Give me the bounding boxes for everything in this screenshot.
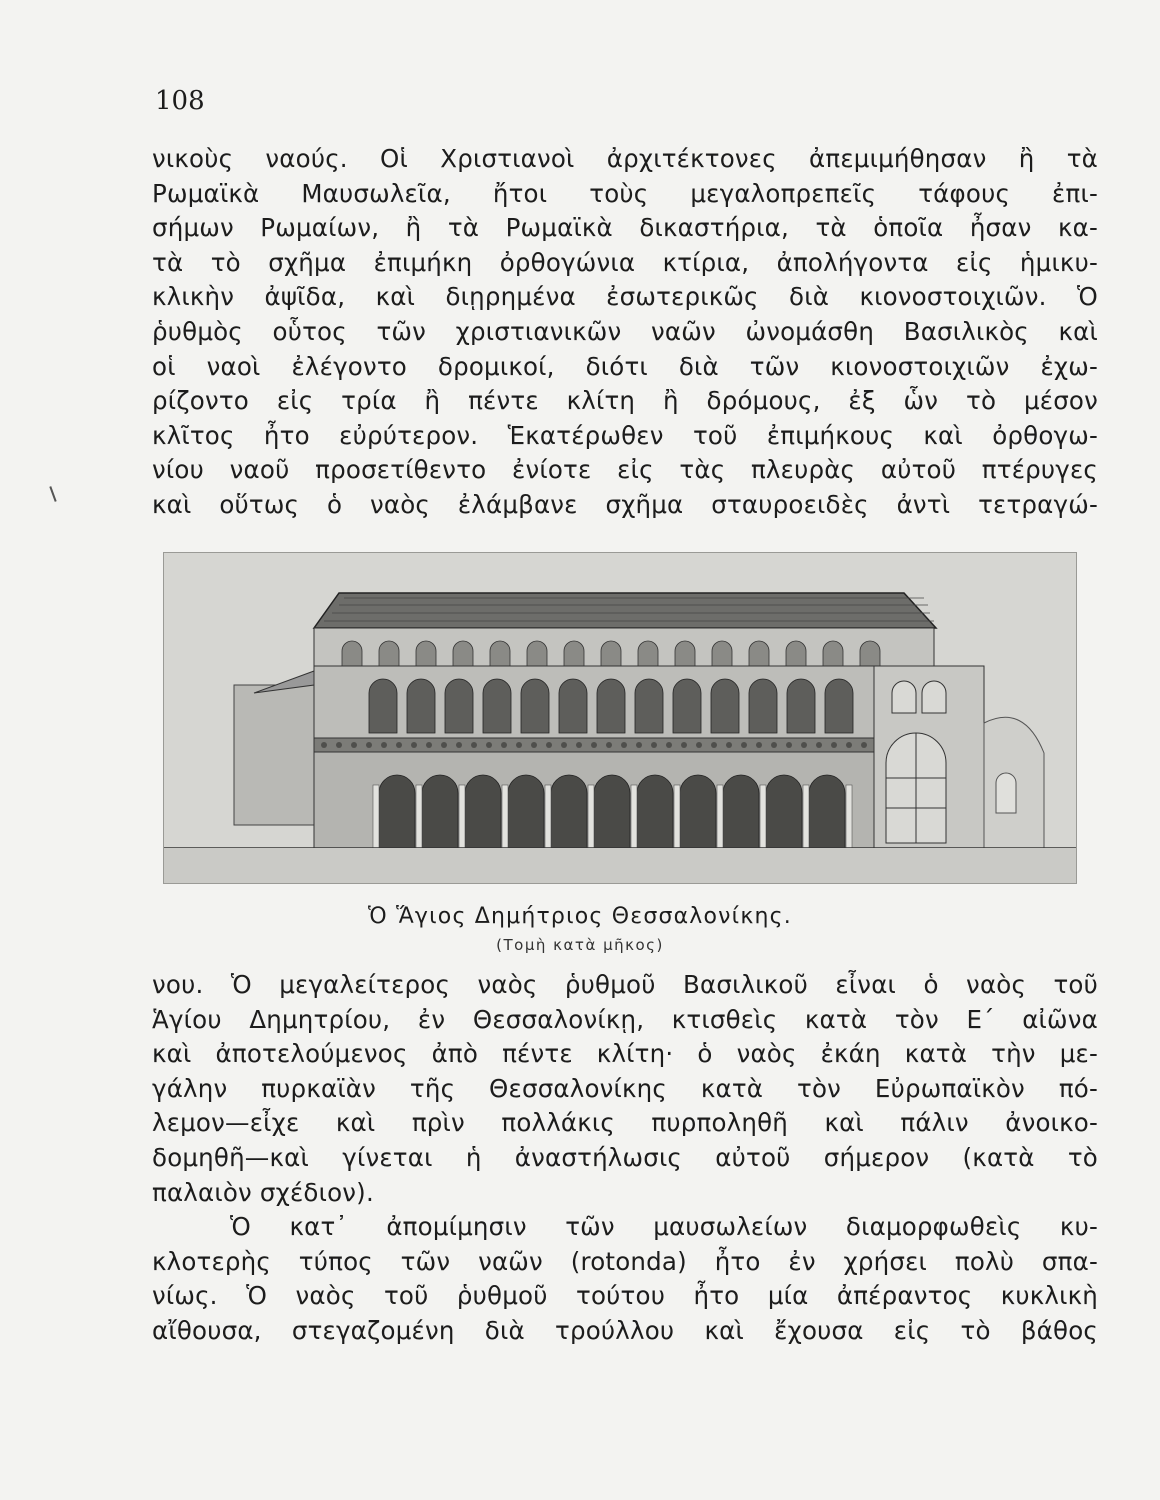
figure-caption-subtitle: (Τομὴ κατὰ μῆκος) [496,936,664,954]
text-line: νου. Ὁ μεγαλείτερος ναὸς ῥυθμοῦ Βασιλικοῦ εἶναι ὁ ναὸς τοῦ [152,970,1098,999]
text-line: κλοτερὴς τύπος τῶν ναῶν (rotonda) ἦτο ἐν χρήσει πολὺ σπα- [152,1246,1098,1276]
text-line: οἱ ναοὶ ἐλέγοντο δρομικοί, διότι διὰ τῶν κιονοστοιχιῶν ἐχω- [152,351,1098,381]
margin-mark [49,486,56,502]
paragraph-1 [152,142,1098,523]
text-line: Ὁ κατ᾽ ἀπομίμησιν τῶν μαυσωλείων διαμορφωθεὶς κυ- [230,1212,1098,1242]
text-line: σήμων Ρωμαίων, ἢ τὰ Ρωμαϊκὰ δικαστήρια, τὰ ὁποῖα ἦσαν κα- [152,213,1098,243]
text-line: κλικὴν ἀψῖδα, καὶ διῃρημένα ἐσωτερικῶς διὰ κιονοστοιχιῶν. Ὁ [152,282,1098,312]
text-line: αἴθουσα, στεγαζομένη διὰ τρούλλου καὶ ἔχουσα εἰς τὸ βάθος [152,1315,1098,1345]
page-number: 108 [155,86,205,116]
text-line: δομηθῆ—καὶ γίνεται ἡ ἀναστήλωσις αὐτοῦ σήμερον (κατὰ τὸ [152,1142,1098,1172]
text-line: νίως. Ὁ ναὸς τοῦ ῥυθμοῦ τούτου ἦτο μία ἀπέραντος κυκλικὴ [152,1281,1098,1311]
basilica-section-illustration [163,552,1077,884]
text-line: κλῖτος ἦτο εὐρύτερον. Ἑκατέρωθεν τοῦ ἐπιμήκους καὶ ὀρθογω- [152,420,1098,450]
text-line: τὰ τὸ σχῆμα ἐπιμήκη ὀρθογώνια κτίρια, ἀπολήγοντα εἰς ἡμικυ- [152,247,1098,277]
figure-caption-title: Ὁ Ἅγιος Δημήτριος Θεσσαλονίκης. [368,904,792,929]
text-line: Ρωμαϊκὰ Μαυσωλεῖα, ἤτοι τοὺς μεγαλοπρεπεῖς τάφους ἐπι- [152,178,1098,208]
text-line: νικοὺς ναούς. Οἱ Χριστιανοὶ ἀρχιτέκτονες ἀπεμιμήθησαν ἢ τὰ [152,144,1098,173]
paragraph-2-and-3 [152,968,1098,1349]
text-line: νίου ναοῦ προσετίθεντο ἐνίοτε εἰς τὰς πλευρὰς αὐτοῦ πτέρυγες [152,455,1098,485]
text-line: καὶ ἀποτελούμενος ἀπὸ πέντε κλίτη· ὁ ναὸς ἐκάη κατὰ τὴν με- [152,1039,1098,1069]
text-line: ρίζοντο εἰς τρία ἢ πέντε κλίτη ἢ δρόμους, ἐξ ὧν τὸ μέσον [152,386,1098,416]
text-line: Ἁγίου Δημητρίου, ἐν Θεσσαλονίκῃ, κτισθεὶς κατὰ τὸν Ε΄ αἰῶνα [152,1004,1098,1034]
text-line: ῥυθμὸς οὗτος τῶν χριστιανικῶν ναῶν ὠνομάσθη Βασιλικὸς καὶ [152,316,1098,346]
text-line: καὶ οὕτως ὁ ναὸς ἐλάμβανε σχῆμα σταυροειδὲς ἀντὶ τετραγώ- [152,489,1098,519]
text-line: γάλην πυρκαϊὰν τῆς Θεσσαλονίκης κατὰ τὸν Εὐρωπαϊκὸν πό- [152,1073,1098,1103]
text-line: λεμον—εἶχε καὶ πρὶν πολλάκις πυρποληθῆ καὶ πάλιν ἀνοικο- [152,1108,1098,1138]
text-line: παλαιὸν σχέδιον). [152,1177,374,1207]
